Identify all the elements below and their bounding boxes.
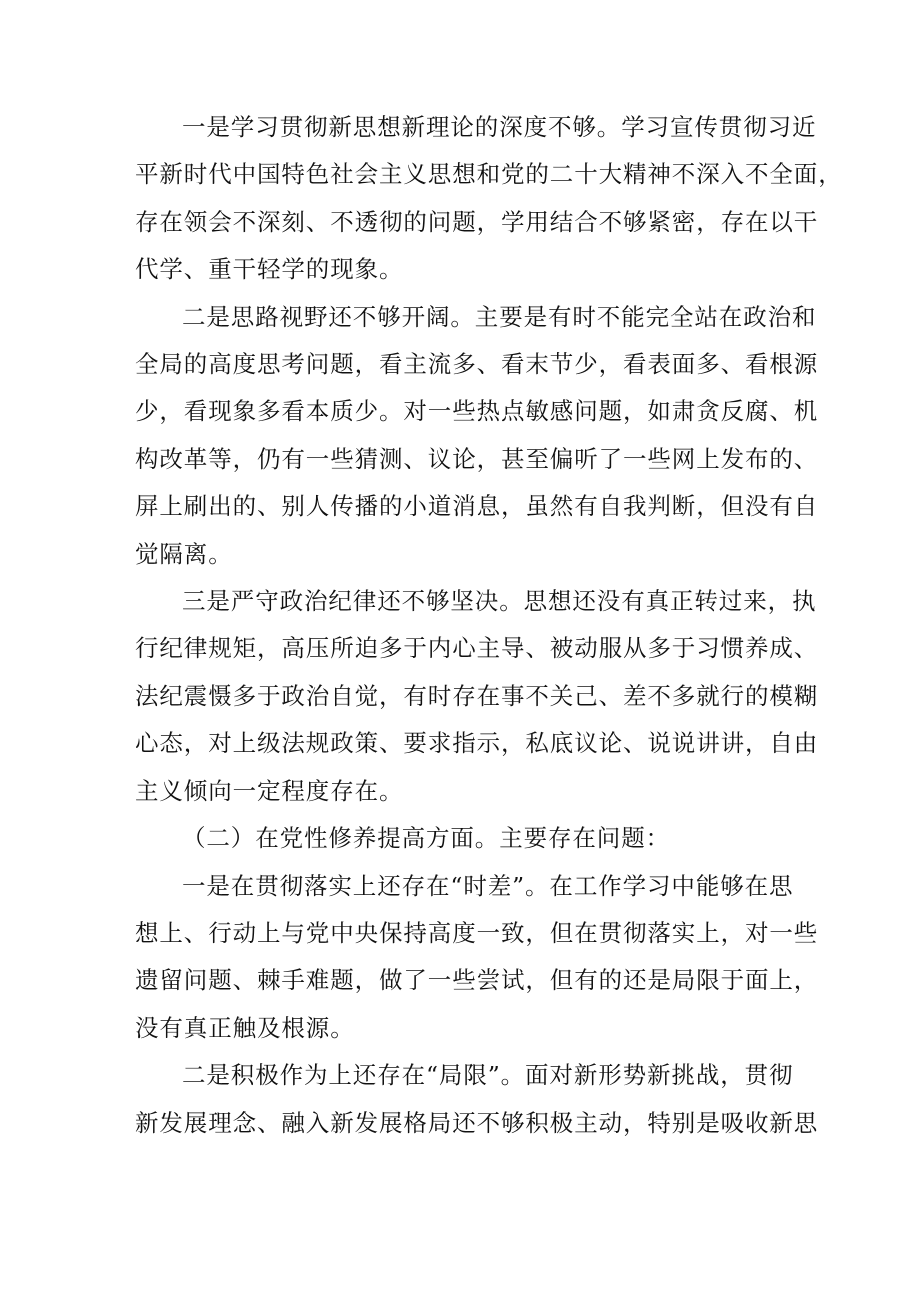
text-line: 平新时代中国特色社会主义思想和党的二十大精神不深入不全面， [135,160,843,189]
text-line: 三是严守政治纪律还不够坚决。思想还没有真正转过来，执 [182,587,817,616]
text-line: 屏上刷出的、别人传播的小道消息，虽然有自我判断，但没有自 [135,492,819,521]
text-line: 一是在贯彻落实上还存在“时差”。在工作学习中能够在思 [182,871,794,900]
section-heading [135,815,787,862]
text-line: 觉隔离。 [135,539,233,568]
text-line: 存在领会不深刻、不透彻的问题，学用结合不够紧密，存在以干 [135,207,819,236]
text-line: 新发展理念、融入新发展格局还不够积极主动，特别是吸收新思 [135,1108,819,1137]
text-line: 一是学习贯彻新思想新理论的深度不够。学习宣传贯彻习近 [182,113,817,141]
text-line: 法纪震慑多于政治自觉，有时存在事不关己、差不多就行的模糊 [135,681,819,710]
text-line: 主义倾向一定程度存在。 [135,776,404,805]
text-line: 构改革等，仍有一些猜测、议论，甚至偏听了一些网上发布的、 [135,444,819,473]
paragraph-1 [135,104,843,294]
text-line: 心态，对上级法规政策、要求指示，私底议论、说说讲讲，自由 [135,729,819,758]
text-line: 全局的高度思考问题，看主流多、看末节少，看表面多、看根源 [135,350,819,379]
text-line: 少，看现象多看本质少。对一些热点敏感问题，如肃贪反腐、机 [135,397,819,426]
text-line: 没有真正触及根源。 [135,1013,355,1042]
text-line: 二是思路视野还不够开阔。主要是有时不能完全站在政治和 [182,302,817,331]
paragraph-2 [135,294,819,578]
text-line: 想上、行动上与党中央保持高度一致，但在贯彻落实上，对一些 [135,918,819,947]
document-body [135,104,843,1147]
paragraph-5 [135,1052,819,1147]
text-line: 遗留问题、棘手难题，做了一些尝试，但有的还是局限于面上， [135,966,819,995]
text-line: 二是积极作为上还存在“局限”。面对新形势新挑战，贯彻 [182,1061,794,1090]
text-line: 代学、重干轻学的现象。 [135,255,404,284]
paragraph-4 [135,863,819,1053]
text-line: 行纪律规矩，高压所迫多于内心主导、被动服从多于习惯养成、 [135,634,819,663]
text-line: （二）在党性修养提高方面。主要存在问题： [182,824,670,853]
paragraph-3 [135,578,819,815]
